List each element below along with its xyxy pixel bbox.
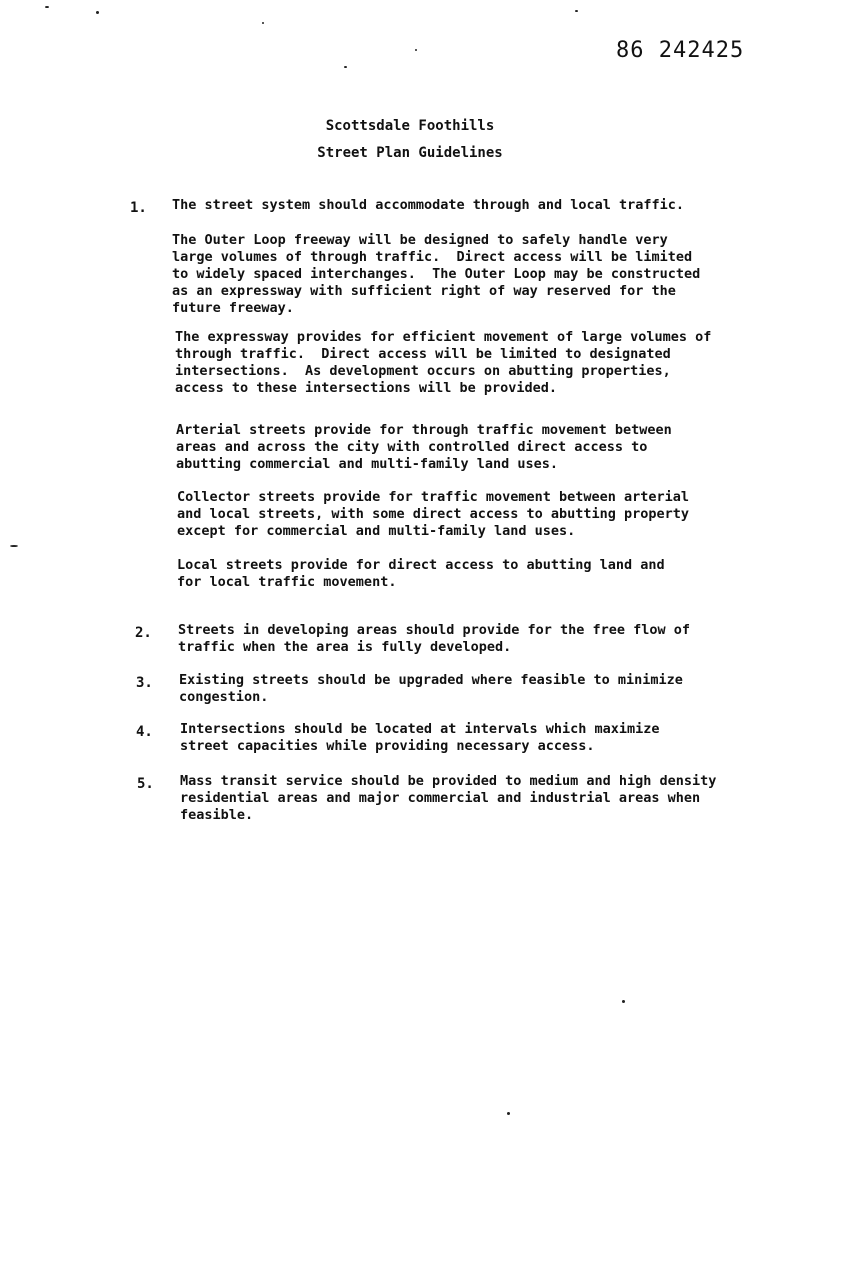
outer-loop-paragraph: The Outer Loop freeway will be designed to safely handle very large volumes of through traffic. Direct access will be limited to widely spaced interchanges. The Outer Loop may be constructed as an expressway with sufficient right of way reserved for the future freeway. xyxy=(172,232,701,316)
item-number: 3. xyxy=(136,675,153,691)
title-line-1: Scottsdale Foothills xyxy=(325,118,495,134)
scan-speck xyxy=(10,545,18,547)
item-number: 4. xyxy=(136,724,153,740)
arterial-streets-paragraph: Arterial streets provide for through traffic movement between areas and across the city with controlled direct access to abutting commercial and multi-family land uses. xyxy=(176,422,672,472)
title-line-2: Street Plan Guidelines xyxy=(317,145,503,161)
item-text: Streets in developing areas should provide for the free flow of traffic when the area is fully developed. xyxy=(178,622,691,655)
item-number: 1. xyxy=(130,200,147,216)
local-streets-paragraph: Local streets provide for direct access to abutting land and for local traffic movement. xyxy=(177,557,665,590)
scan-speck xyxy=(96,11,99,14)
scan-speck xyxy=(45,6,49,8)
item-number: 5. xyxy=(137,776,154,792)
item-text: Existing streets should be upgraded where feasible to minimize congestion. xyxy=(179,672,683,705)
expressway-paragraph: The expressway provides for efficient movement of large volumes of through traffic. Direct access will be limited to designated intersections. As development occurs on abutting properties, access to these intersections will be provided. xyxy=(175,329,712,396)
scan-speck xyxy=(575,10,578,12)
item-text: Mass transit service should be provided to medium and high density residential areas and major commercial and industrial areas when feasible. xyxy=(180,773,717,823)
scan-speck xyxy=(622,1000,625,1003)
collector-streets-paragraph: Collector streets provide for traffic movement between arterial and local streets, with some direct access to abutting property except for commercial and multi-family land uses. xyxy=(177,489,690,539)
item-number: 2. xyxy=(135,625,152,641)
item-text: Intersections should be located at intervals which maximize street capacities while providing necessary access. xyxy=(180,721,660,754)
scan-speck xyxy=(507,1112,510,1115)
scan-speck xyxy=(262,22,264,24)
document-number: 86 242425 xyxy=(616,38,745,63)
scan-speck xyxy=(344,66,347,68)
scan-speck xyxy=(415,49,417,51)
item-heading: The street system should accommodate through and local traffic. xyxy=(172,197,685,213)
